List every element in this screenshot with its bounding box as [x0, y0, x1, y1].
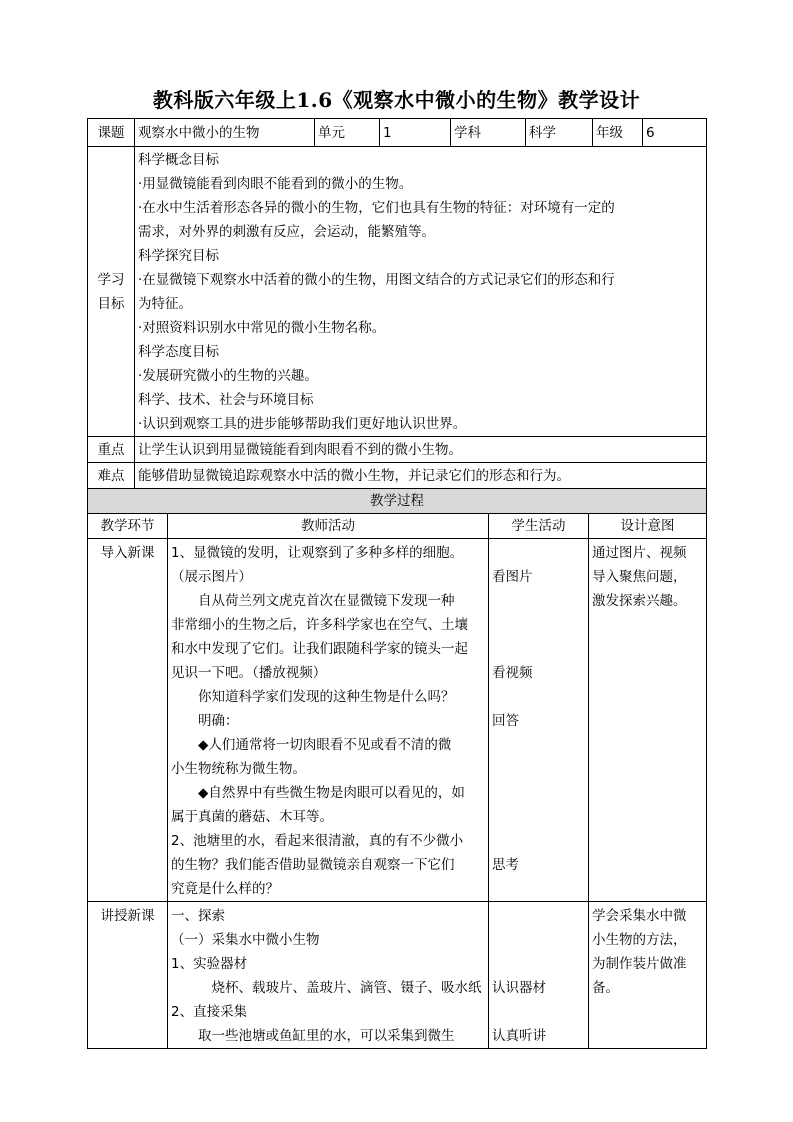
key-point-value: 让学生认识到用显微镜能看到肉眼看不到的微小生物。: [135, 437, 707, 463]
student-activity: 回答: [492, 713, 519, 729]
goal-line: 为特征。: [138, 295, 192, 312]
goals-label-line2: 目标: [97, 295, 125, 312]
teacher-line: 和水中发现了它们。让我们跟随科学家的镜头一起: [171, 641, 468, 657]
intro-intent: [589, 539, 707, 902]
intent-line: 为制作装片做准: [592, 956, 687, 972]
new-lesson-row: [88, 902, 707, 1049]
teacher-line: 一、探索: [171, 908, 225, 924]
new-student: [489, 902, 589, 1049]
header-stage: 教学环节: [88, 514, 168, 539]
subject-label: 学科: [451, 119, 526, 147]
new-stage: 讲授新课: [88, 902, 168, 1049]
grade-label: 年级: [593, 119, 643, 147]
document-title: 教科版六年级上1.6《观察水中微小的生物》教学设计: [152, 88, 641, 112]
student-activity: 认真听讲: [492, 1028, 546, 1044]
unit-value: 1: [380, 119, 451, 147]
teacher-line: 的生物？我们能否借助显微镜亲自观察一下它们: [171, 857, 455, 873]
teacher-line: 非常细小的生物之后，许多科学家也在空气、土壤: [171, 617, 468, 633]
intent-line: 备。: [592, 980, 619, 996]
goals-content: [135, 147, 707, 437]
intro-row: [88, 539, 707, 902]
info-table: [87, 118, 707, 489]
intent-line: 小生物的方法，: [592, 932, 687, 948]
grade-value: 6: [643, 119, 707, 147]
intent-line: 导入聚焦问题，: [592, 569, 687, 585]
goal-line: ·发展研究微小的生物的兴趣。: [138, 367, 318, 384]
new-teacher: [168, 902, 489, 1049]
header-student: 学生活动: [489, 514, 589, 539]
teacher-line: 烧杯、载玻片、盖玻片、滴管、镊子、吸水纸: [211, 980, 482, 996]
intro-stage: 导入新课: [88, 539, 168, 902]
difficulty-label: 难点: [88, 463, 135, 489]
intro-student: [489, 539, 589, 902]
teacher-line: ◆人们通常将一切肉眼看不见或看不清的微: [198, 737, 452, 753]
header-intent: 设计意图: [589, 514, 707, 539]
teacher-line: 自从荷兰列文虎克首次在显微镜下发现一种: [198, 593, 455, 609]
intent-line: 通过图片、视频: [592, 545, 687, 561]
subject-value: 科学: [526, 119, 593, 147]
goal-line: 科学、技术、社会与环境目标: [138, 391, 314, 408]
info-row: [88, 119, 707, 147]
goal-line: 科学探究目标: [138, 247, 219, 264]
teacher-line: 究竟是什么样的？: [171, 881, 279, 897]
teacher-line: 1、实验器材: [171, 956, 248, 972]
process-band-title: 教学过程: [88, 489, 707, 514]
key-point-label: 重点: [88, 437, 135, 463]
teacher-line: 1、显微镜的发明，让观察到了多种多样的细胞。: [171, 545, 464, 561]
topic-label: 课题: [88, 119, 135, 147]
student-activity: 思考: [492, 857, 519, 873]
intro-teacher: [168, 539, 489, 902]
goal-line: ·在水中生活着形态各异的微小的生物，它们也具有生物的特征：对环境有一定的: [138, 199, 615, 216]
teacher-line: 取一些池塘或鱼缸里的水，可以采集到微生: [198, 1028, 455, 1044]
header-teacher: 教师活动: [168, 514, 489, 539]
student-activity: 看图片: [492, 569, 533, 585]
teacher-line: 2、直接采集: [171, 1004, 248, 1020]
intent-line: 学会采集水中微: [592, 908, 687, 924]
goal-line: 需求，对外界的刺激有反应，会运动，能繁殖等。: [138, 223, 435, 240]
goal-line: ·在显微镜下观察水中活着的微小的生物，用图文结合的方式记录它们的形态和行: [138, 271, 615, 288]
teacher-line: 2、池塘里的水，看起来很清澈，真的有不少微小: [171, 833, 464, 849]
teacher-line: （展示图片）: [171, 569, 252, 585]
teacher-line: 属于真菌的蘑菇、木耳等。: [171, 809, 333, 825]
key-point-row: [88, 437, 707, 463]
topic-value: 观察水中微小的生物: [135, 119, 315, 147]
goal-line: ·对照资料识别水中常见的微小生物名称。: [138, 319, 386, 336]
intent-line: 激发探索兴趣。: [592, 593, 687, 609]
teacher-line: （一）采集水中微小生物: [171, 932, 320, 948]
teacher-line: 小生物统称为微生物。: [171, 761, 306, 777]
goal-line: ·用显微镜能看到肉眼不能看到的微小的生物。: [138, 175, 413, 192]
goal-line: 科学态度目标: [138, 343, 219, 360]
goals-row: [88, 147, 707, 437]
process-header-row: [88, 514, 707, 539]
teacher-line: 见识一下吧。（播放视频）: [171, 665, 327, 681]
unit-label: 单元: [315, 119, 380, 147]
teacher-line: 你知道科学家们发现的这种生物是什么吗？: [198, 689, 455, 705]
goals-label: [88, 147, 135, 437]
student-activity: 看视频: [492, 665, 533, 681]
teacher-line: ◆自然界中有些微生物是肉眼可以看见的，如: [198, 785, 465, 801]
difficulty-row: [88, 463, 707, 489]
process-table: [87, 488, 707, 1049]
process-band-row: [88, 489, 707, 514]
teacher-line: 明确：: [198, 713, 239, 729]
goal-line: 科学概念目标: [138, 151, 219, 168]
goal-line: ·认识到观察工具的进步能够帮助我们更好地认识世界。: [138, 415, 467, 432]
new-intent: [589, 902, 707, 1049]
goals-label-line1: 学习: [97, 271, 125, 288]
student-activity: 认识器材: [492, 980, 546, 996]
difficulty-value: 能够借助显微镜追踪观察水中活的微小生物，并记录它们的形态和行为。: [135, 463, 707, 489]
